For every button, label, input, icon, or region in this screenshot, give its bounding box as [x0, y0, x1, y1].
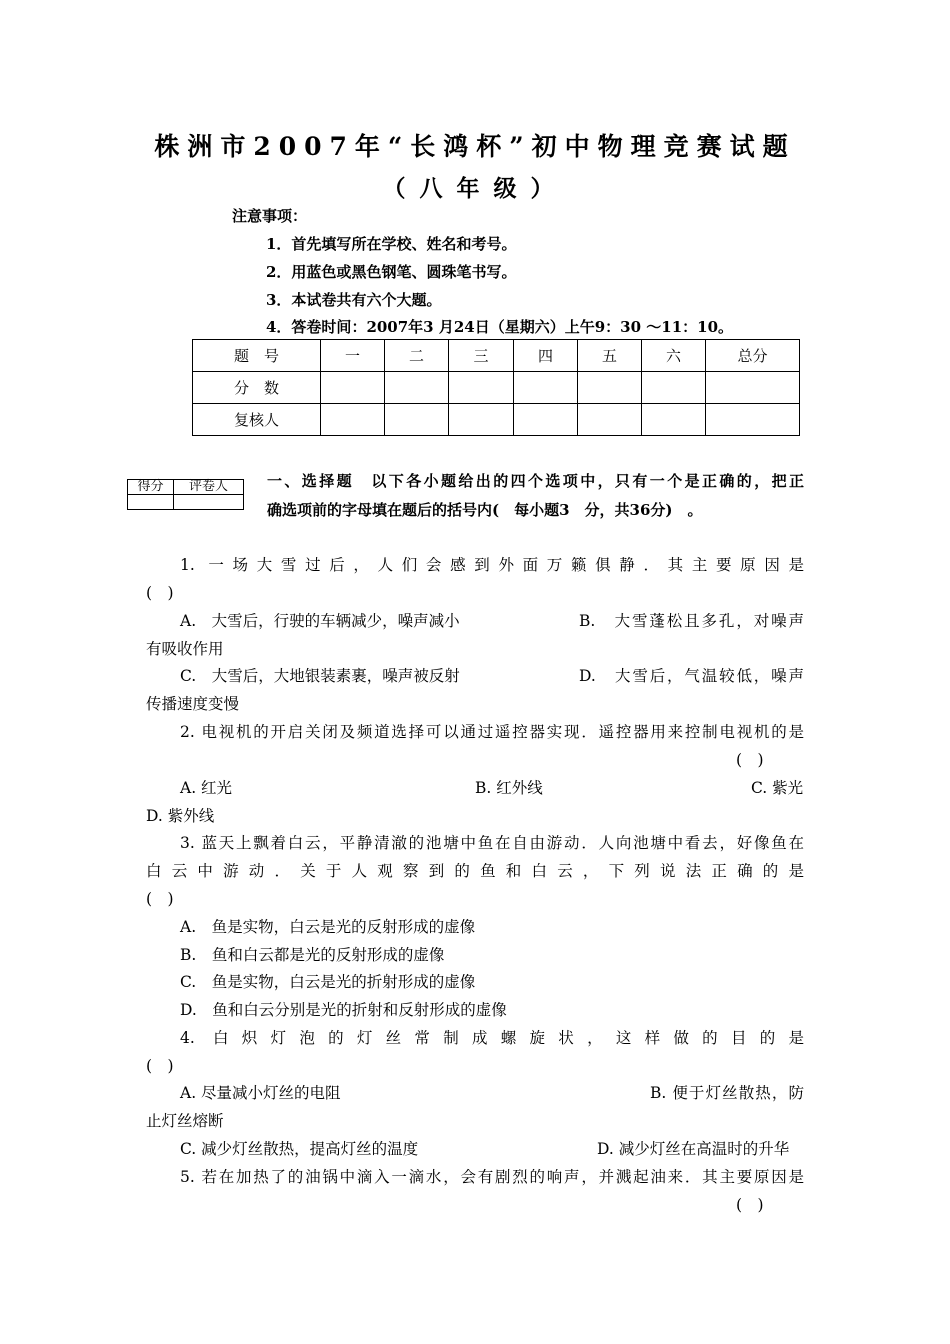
option-b: B. 红外线 [475, 779, 543, 797]
option-a: A. 大雪后，行驶的车辆减少，噪声减小 [180, 612, 460, 630]
score-cell [706, 372, 800, 404]
grader-box [127, 479, 244, 510]
option-c: C. 减少灯丝散热，提高灯丝的温度 [180, 1140, 419, 1158]
score-row [193, 372, 800, 404]
score-table [192, 339, 800, 436]
score-table-header-row [193, 340, 800, 372]
score-cell [514, 372, 578, 404]
option-b: B. 鱼和白云都是光的反射形成的虚像 [180, 946, 445, 964]
score-cell [321, 404, 385, 436]
option-d: D. 鱼和白云分别是光的折射和反射形成的虚像 [180, 1001, 507, 1019]
header-cell: 一 [321, 340, 385, 372]
question-stem: 4. 白炽灯泡的灯丝常制成螺旋状，这样做的目的是 [180, 1029, 804, 1047]
answer-paren: ( ) [146, 890, 174, 908]
header-cell: 四 [514, 340, 578, 372]
grader-cell [174, 495, 244, 510]
question-stem: 1. 一场大雪过后，人们会感到外面万籁俱静．其主要原因是 [180, 556, 804, 574]
question-stem: 3. 蓝天上飘着白云，平静清澈的池塘中鱼在自由游动．人向池塘中看去，好像鱼在 [180, 834, 804, 852]
grader-cell [128, 495, 174, 510]
option-a: A. 红光 [180, 779, 233, 797]
option-d-cont: 传播速度变慢 [146, 695, 240, 713]
score-cell [514, 404, 578, 436]
answer-paren: ( ) [736, 751, 764, 769]
option-d: D. 紫外线 [146, 807, 215, 825]
option-b-cont: 止灯丝熔断 [146, 1112, 224, 1130]
note-item: 2．用蓝色或黑色钢笔、圆珠笔书写。 [266, 263, 517, 281]
header-cell: 题 号 [193, 340, 321, 372]
row-label: 分 数 [193, 372, 321, 404]
section-heading-cont: 确选项前的字母填在题后的括号内( 每小题3 分，共36分) 。 [267, 501, 703, 519]
header-cell: 总分 [706, 340, 800, 372]
note-item: 3．本试卷共有六个大题。 [266, 291, 442, 309]
header-cell: 三 [449, 340, 514, 372]
question-stem-cont: 白云中游动．关于人观察到的鱼和白云，下列说法正确的是 [146, 862, 804, 880]
reviewer-row [193, 404, 800, 436]
score-cell [385, 372, 449, 404]
score-cell [578, 404, 642, 436]
exam-title: 株洲市2007年“长鸿杯”初中物理竞赛试题 [154, 132, 796, 161]
option-c: C. 紫光 [751, 779, 804, 797]
option-b: B. 便于灯丝散热，防 [650, 1084, 804, 1102]
exam-subtitle: （八年级） [382, 175, 568, 202]
score-cell [449, 404, 514, 436]
option-b-cont: 有吸收作用 [146, 640, 224, 658]
score-cell [321, 372, 385, 404]
row-label: 复核人 [193, 404, 321, 436]
note-item: 1．首先填写所在学校、姓名和考号。 [266, 235, 517, 253]
option-c: C. 大雪后，大地银装素裹，噪声被反射 [180, 667, 460, 685]
option-d: D. 减少灯丝在高温时的升华 [597, 1140, 790, 1158]
question-stem: 5. 若在加热了的油锅中滴入一滴水，会有剧烈的响声，并溅起油来．其主要原因是 [180, 1168, 804, 1186]
grader-label: 得分 [128, 480, 174, 495]
answer-paren: ( ) [146, 1057, 174, 1075]
grader-label: 评卷人 [174, 480, 244, 495]
score-cell [385, 404, 449, 436]
score-cell [578, 372, 642, 404]
option-c: C. 鱼是实物，白云是光的折射形成的虚像 [180, 973, 476, 991]
header-cell: 五 [578, 340, 642, 372]
answer-paren: ( ) [736, 1196, 764, 1214]
header-cell: 六 [642, 340, 706, 372]
option-b: B. 大雪蓬松且多孔，对噪声 [579, 612, 804, 630]
note-item: 4．答卷时间：2007年3 月24日（星期六）上午9：30 ～11：10。 [266, 318, 734, 336]
question-stem: 2. 电视机的开启关闭及频道选择可以通过遥控器实现．遥控器用来控制电视机的是 [180, 723, 804, 741]
answer-paren: ( ) [146, 584, 174, 602]
score-cell [706, 404, 800, 436]
score-cell [449, 372, 514, 404]
header-cell: 二 [385, 340, 449, 372]
section-heading: 一、选择题 以下各小题给出的四个选项中，只有一个是正确的，把正 [267, 472, 804, 490]
option-d: D. 大雪后，气温较低，噪声 [579, 667, 804, 685]
score-cell [642, 404, 706, 436]
option-a: A. 鱼是实物，白云是光的反射形成的虚像 [180, 918, 476, 936]
score-cell [642, 372, 706, 404]
option-a: A. 尽量减小灯丝的电阻 [180, 1084, 341, 1102]
notes-heading: 注意事项： [232, 207, 308, 225]
